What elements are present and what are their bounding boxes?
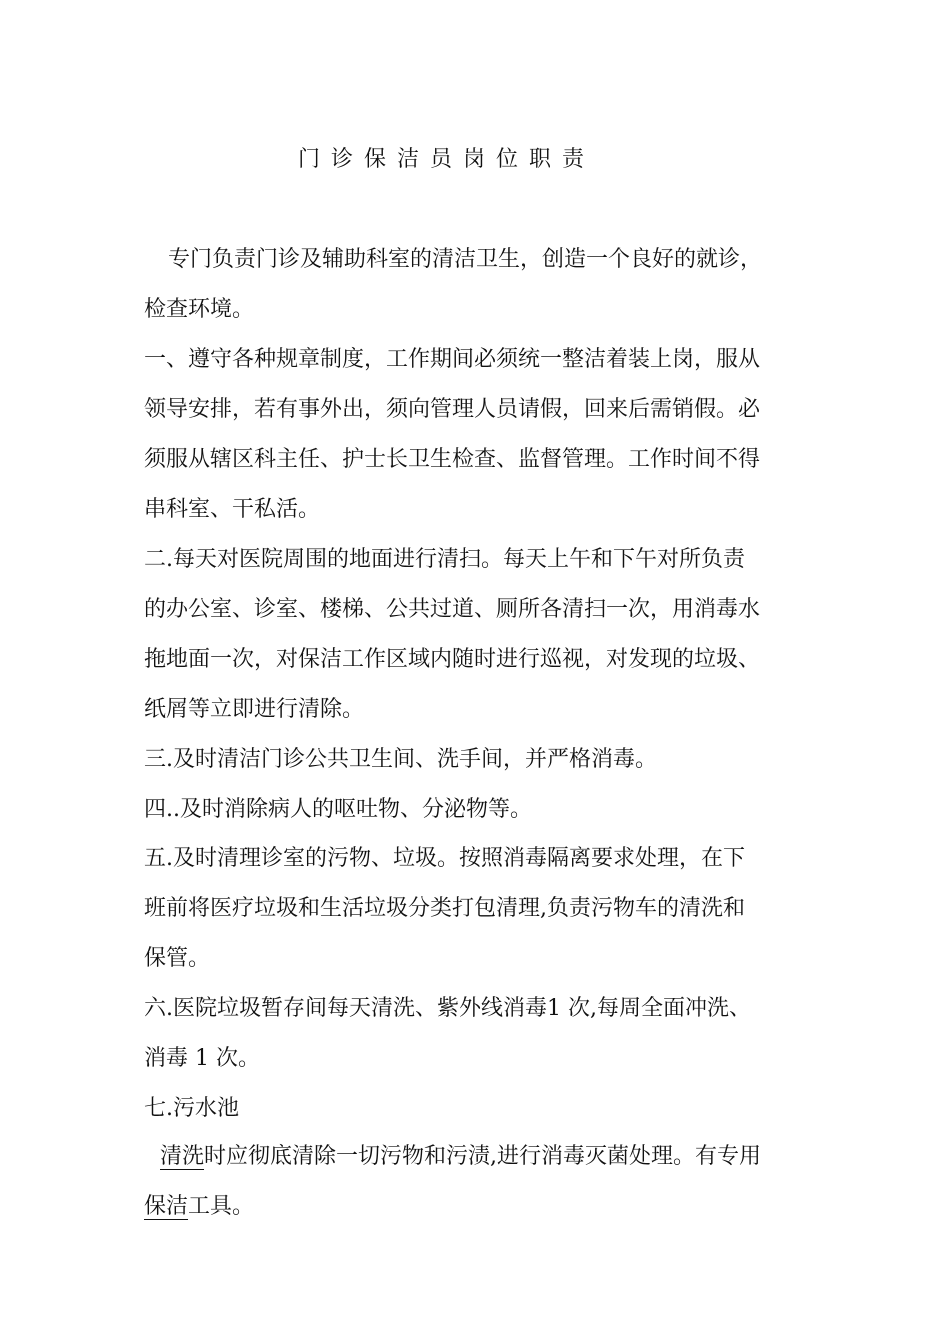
paragraph-line: 保管。 [144,946,211,971]
paragraph-line: 一、遵守各种规章制度，工作期间必须统一整洁着装上岗，服从 [144,347,761,372]
line-text: 工具。 [188,1194,255,1219]
paragraph-line: 七.污水池 [144,1096,239,1121]
paragraph-line: 六.医院垃圾暂存间每天清洗、紫外线消毒1 次,每周全面冲洗、 [144,996,751,1021]
paragraph-line: 二.每天对医院周围的地面进行清扫。每天上午和下午对所负责 [144,547,745,572]
paragraph-line: 班前将医疗垃圾和生活垃圾分类打包清理,负责污物车的清洗和 [144,896,745,921]
paragraph-line: 三.及时清洁门诊公共卫生间、洗手间，并严格消毒。 [144,747,657,772]
paragraph-line: 纸屑等立即进行清除。 [144,697,365,722]
paragraph-line: 串科室、干私活。 [144,497,321,522]
paragraph-line [160,1141,840,1173]
underlined-text: 保洁 [144,1194,189,1219]
paragraph-line: 五.及时清理诊室的污物、垃圾。按照消毒隔离要求处理，在下 [144,846,745,871]
underlined-text: 清洗 [160,1144,205,1169]
paragraph-line: 消毒 1 次。 [144,1046,260,1071]
paragraph-line: 领导安排，若有事外出，须向管理人员请假，回来后需销假。必 [144,397,761,422]
paragraph-line: 的办公室、诊室、楼梯、公共过道、厕所各清扫一次，用消毒水 [144,597,761,622]
paragraph-line: 拖地面一次，对保洁工作区域内随时进行巡视，对发现的垃圾、 [144,647,761,672]
paragraph-line: 须服从辖区科主任、护士长卫生检查、监督管理。工作时间不得 [144,447,761,472]
paragraph-line: 四..及时消除病人的呕吐物、分泌物等。 [144,797,532,822]
paragraph-line [144,1191,824,1223]
line-text: 时应彻底清除一切污物和污渍,进行消毒灭菌处理。有专用 [204,1144,762,1169]
document-title: 门诊保洁员岗位职责 [297,147,595,172]
paragraph-line: 检查环境。 [144,297,255,322]
paragraph-line: 专门负责门诊及辅助科室的清洁卫生，创造一个良好的就诊， [168,247,763,272]
